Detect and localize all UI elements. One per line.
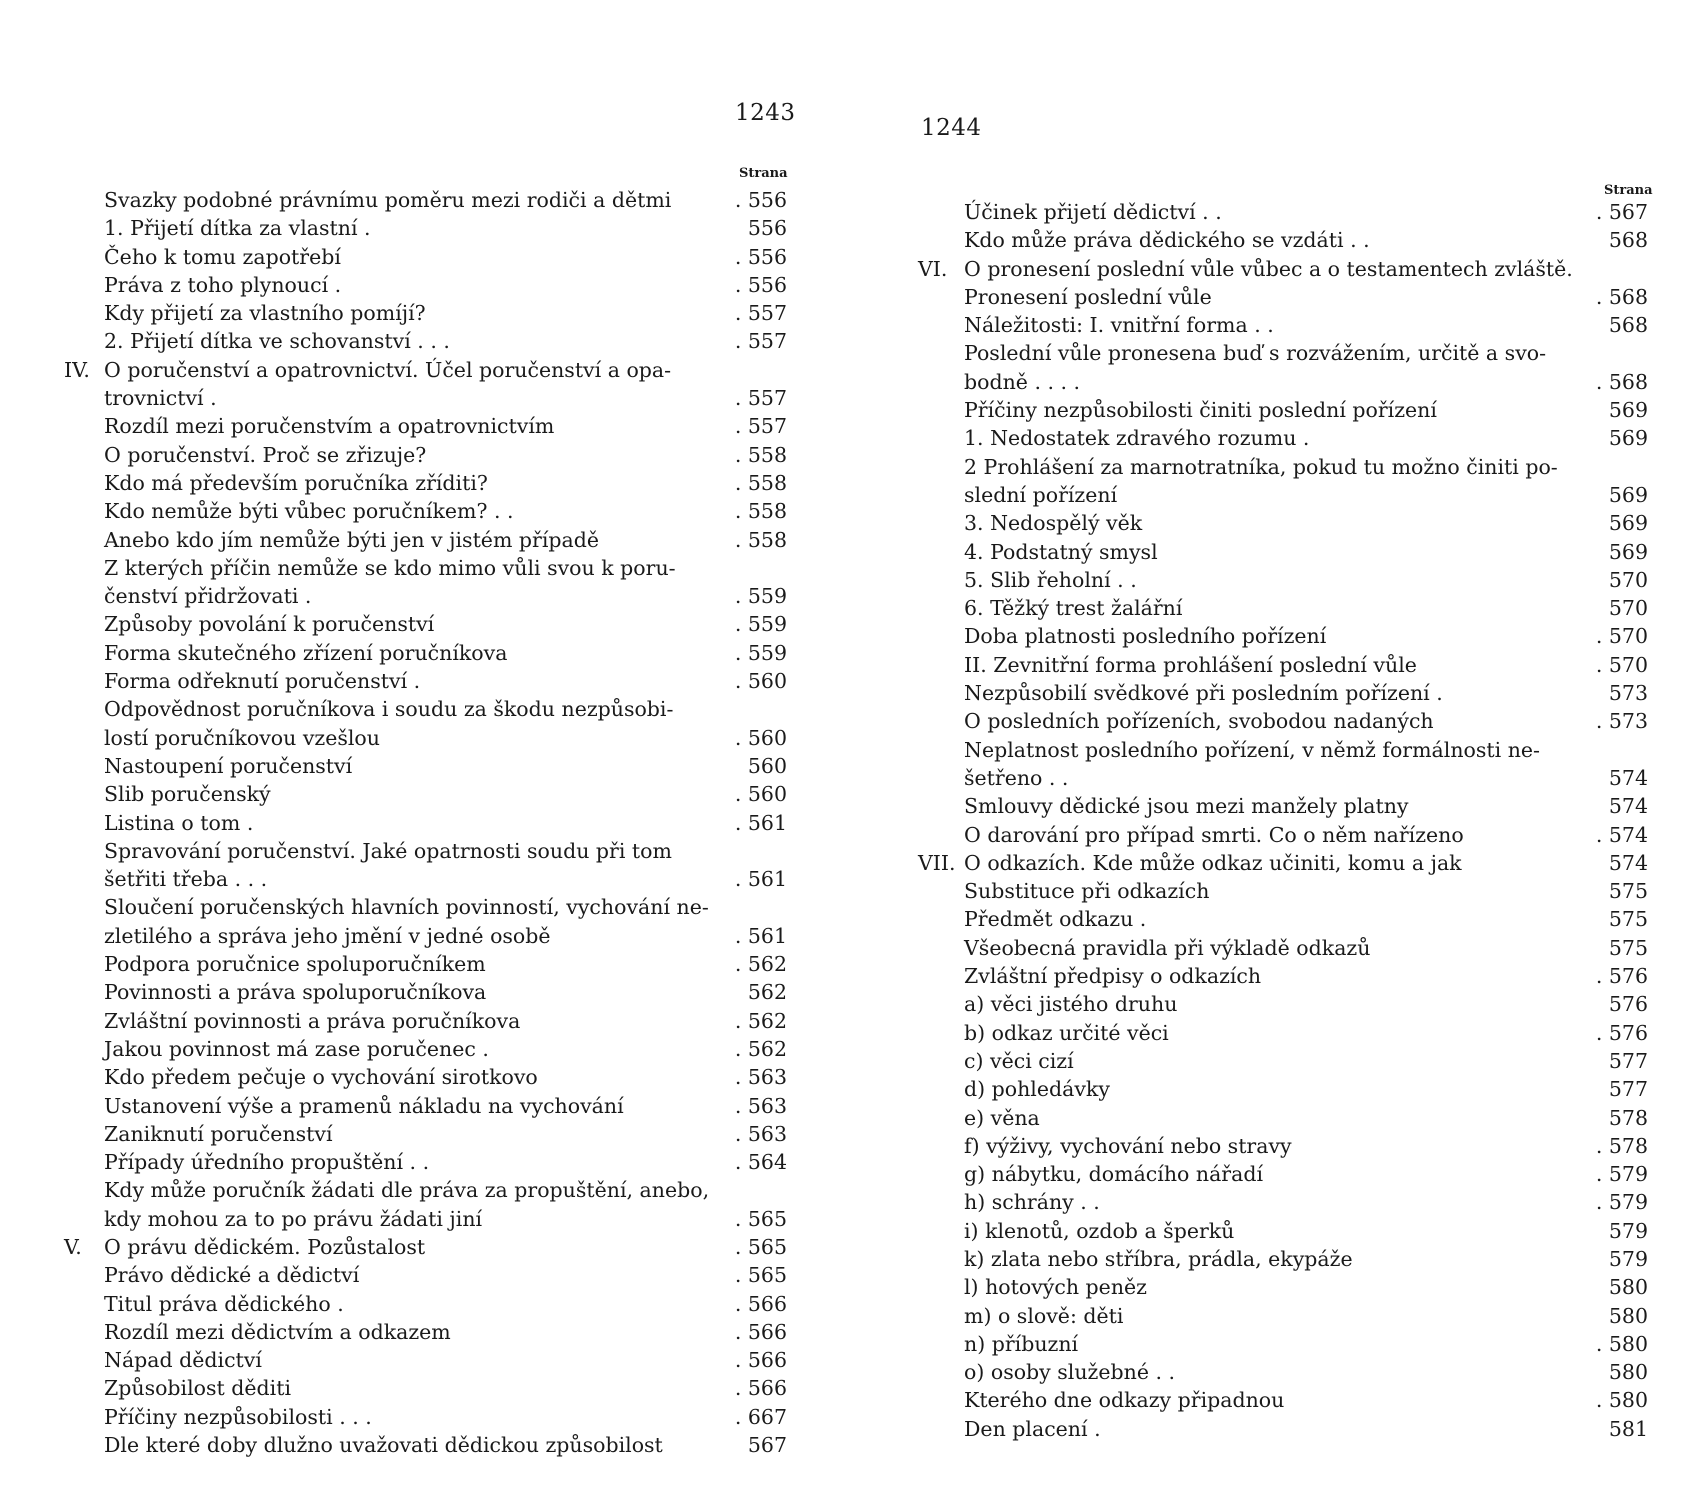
entry-page-number: 556 (747, 216, 787, 241)
entry-title: Práva z toho plynoucí . (104, 272, 342, 297)
toc-entry (64, 356, 787, 384)
entry-title: Kdy přijetí za vlastního pomíjí? (104, 301, 426, 326)
toc-entry (964, 1330, 1648, 1358)
entry-title: 6. Těžký trest žalářní (964, 596, 1183, 621)
entry-page-number: 575 (1608, 935, 1648, 960)
toc-entry (964, 1415, 1648, 1443)
entry-page-number: 570 (1608, 596, 1648, 621)
entry-title: Nastoupení poručenství (104, 753, 353, 778)
entry-page-number: . 561 (734, 923, 787, 948)
left-toc-column (64, 186, 787, 1459)
entry-title: a) věci jistého druhu (964, 992, 1178, 1017)
entry-page-number: . 565 (734, 1234, 787, 1259)
entry-page-number: 574 (1608, 765, 1648, 790)
entry-title: 4. Podstatný smysl (964, 539, 1158, 564)
entry-title: O právu dědickém. Pozůstalost (104, 1234, 426, 1259)
right-toc-column (918, 198, 1648, 1443)
entry-title: Listina o tom . (104, 810, 254, 835)
entry-title: II. Zevnitřní forma prohlášení poslední vůle (964, 652, 1417, 677)
entry-title: k) zlata nebo stříbra, prádla, ekypáže (964, 1246, 1353, 1271)
toc-entry (104, 639, 787, 667)
page-number: 1244 (921, 115, 982, 141)
entry-title: Dle které doby dlužno uvažovati dědickou způsobilost (104, 1433, 663, 1458)
entry-page-number: . 566 (734, 1376, 787, 1401)
toc-entry (964, 566, 1648, 594)
entry-page-number: 570 (1608, 567, 1648, 592)
entry-page-number: . 563 (734, 1065, 787, 1090)
section-numeral: V. (64, 1234, 82, 1259)
entry-title: Zvláštní předpisy o odkazích (964, 964, 1262, 989)
toc-entry (104, 1290, 787, 1318)
toc-entry (104, 695, 787, 723)
toc-entry (104, 922, 787, 950)
entry-page-number: . 557 (734, 329, 787, 354)
entry-title: Anebo kdo jím nemůže býti jen v jistém případě (104, 527, 599, 552)
toc-entry (104, 809, 787, 837)
toc-entry (964, 679, 1648, 707)
entry-page-number: . 564 (734, 1150, 787, 1175)
entry-title: Rozdíl mezi poručenstvím a opatrovnictvím (104, 414, 555, 439)
entry-page-number: . 568 (1595, 284, 1648, 309)
toc-entry (104, 1148, 787, 1176)
entry-page-number: 574 (1608, 794, 1648, 819)
toc-entry (104, 1205, 787, 1233)
entry-page-number: . 557 (734, 301, 787, 326)
toc-entry (104, 214, 787, 242)
entry-page-number: 578 (1608, 1105, 1648, 1130)
toc-entry (964, 1188, 1648, 1216)
entry-page-number: . 557 (734, 386, 787, 411)
toc-entry (104, 469, 787, 497)
entry-page-number: . 563 (734, 1121, 787, 1146)
toc-entry (104, 299, 787, 327)
toc-entry (104, 1403, 787, 1431)
entry-title: Podpora poručnice spoluporučníkem (104, 952, 486, 977)
toc-entry (104, 1120, 787, 1148)
entry-title: Rozdíl mezi dědictvím a odkazem (104, 1319, 451, 1344)
entry-page-number: . 560 (734, 669, 787, 694)
entry-title: i) klenotů, ozdob a šperků (964, 1218, 1235, 1243)
entry-title: O poručenství a opatrovnictví. Účel poručenství a opa- (104, 357, 672, 382)
entry-page-number: . 567 (1595, 200, 1648, 224)
entry-title: Odpovědnost poručníkova i soudu za škodu nezpůsobi- (104, 697, 674, 722)
toc-entry (104, 978, 787, 1006)
toc-entry (104, 667, 787, 695)
entry-title: Nezpůsobilí svědkové při posledním pořízení . (964, 681, 1443, 706)
toc-entry (964, 821, 1648, 849)
toc-entry (104, 1261, 787, 1289)
entry-title: Způsoby povolání k poručenství (104, 612, 435, 637)
entry-page-number: 577 (1608, 1077, 1648, 1102)
toc-entry (964, 1047, 1648, 1075)
entry-title: O posledních pořízeních, svobodou nadaných (964, 709, 1434, 734)
toc-entry (104, 780, 787, 808)
entry-title: Z kterých příčin nemůže se kdo mimo vůli svou k poru- (104, 555, 676, 580)
toc-entry (964, 877, 1648, 905)
toc-entry (964, 792, 1648, 820)
entry-page-number: 577 (1608, 1048, 1648, 1073)
entry-page-number: . 574 (1595, 822, 1648, 847)
toc-entry (964, 1075, 1648, 1103)
toc-entry (64, 1233, 787, 1261)
entry-title: O odkazích. Kde může odkaz učiniti, komu a jak (964, 850, 1462, 875)
toc-entry (104, 752, 787, 780)
entry-page-number: 575 (1608, 907, 1648, 932)
toc-entry (964, 651, 1648, 679)
entry-page-number: . 578 (1595, 1133, 1648, 1158)
toc-entry (964, 905, 1648, 933)
toc-entry (104, 582, 787, 610)
entry-page-number: . 576 (1595, 964, 1648, 989)
toc-entry (964, 198, 1648, 226)
entry-title: l) hotových peněz (964, 1275, 1147, 1300)
entry-page-number: . 570 (1595, 624, 1648, 649)
entry-page-number: . 557 (734, 414, 787, 439)
entry-title: Forma skutečného zřízení poručníkova (104, 640, 508, 665)
entry-page-number: . 568 (1595, 369, 1648, 394)
entry-title: b) odkaz určité věci (964, 1020, 1169, 1045)
toc-entry (104, 271, 787, 299)
entry-title: 3. Nedospělý věk (964, 511, 1143, 536)
entry-title: slední pořízení (964, 482, 1118, 507)
toc-entry (964, 1245, 1648, 1273)
toc-entry (964, 339, 1648, 367)
entry-title: bodně . . . . (964, 369, 1081, 394)
strana-label: Strana (1604, 183, 1653, 198)
toc-entry (104, 1374, 787, 1402)
toc-entry (964, 1019, 1648, 1047)
entry-page-number: 569 (1608, 426, 1648, 451)
entry-title: Ustanovení výše a pramenů nákladu na vychování (104, 1093, 624, 1118)
entry-title: kdy mohou za to po právu žádati jiní (104, 1206, 483, 1231)
entry-page-number: . 559 (734, 584, 787, 609)
toc-entry (964, 481, 1648, 509)
toc-entry (918, 255, 1648, 283)
entry-title: Smlouvy dědické jsou mezi manžely platny (964, 794, 1409, 819)
entry-title: zletilého a správa jeho jmění v jedné osobě (104, 923, 551, 948)
entry-title: Zaniknutí poručenství (104, 1121, 333, 1146)
toc-entry (964, 424, 1648, 452)
toc-entry (964, 934, 1648, 962)
toc-entry (964, 990, 1648, 1018)
entry-page-number: 580 (1608, 1303, 1648, 1328)
entry-page-number: . 556 (734, 272, 787, 297)
entry-title: Kdy může poručník žádati dle práva za propuštění, anebo, (104, 1178, 710, 1203)
toc-entry (918, 849, 1648, 877)
entry-title: f) výživy, vychování nebo stravy (964, 1133, 1292, 1158)
entry-title: Slib poručenský (104, 782, 271, 807)
entry-page-number: . 558 (734, 527, 787, 552)
entry-page-number: . 563 (734, 1093, 787, 1118)
entry-title: Den placení . (964, 1416, 1101, 1441)
entry-page-number: 574 (1608, 850, 1648, 875)
toc-entry (964, 1132, 1648, 1160)
entry-title: Kdo může práva dědického se vzdáti . . (964, 228, 1370, 253)
entry-title: Náležitosti: I. vnitřní forma . . (964, 313, 1274, 338)
entry-page-number: . 558 (734, 470, 787, 495)
entry-page-number: . 565 (734, 1263, 787, 1288)
entry-title: Zvláštní povinnosti a práva poručníkova (104, 1008, 521, 1033)
entry-page-number: . 556 (734, 244, 787, 269)
toc-entry (964, 594, 1648, 622)
toc-entry (104, 1035, 787, 1063)
entry-page-number: 576 (1608, 992, 1648, 1017)
entry-title: Kdo předem pečuje o vychování sirotkovo (104, 1065, 538, 1090)
toc-entry (104, 865, 787, 893)
entry-title: c) věci cizí (964, 1048, 1074, 1073)
entry-title: Doba platnosti posledního pořízení (964, 624, 1327, 649)
strana-label: Strana (739, 166, 788, 181)
entry-title: Forma odřeknutí poručenství . (104, 669, 421, 694)
entry-page-number: . 566 (734, 1348, 787, 1373)
entry-title: Svazky podobné právnímu poměru mezi rodiči a dětmi (104, 188, 672, 212)
entry-title: Povinnosti a práva spoluporučníkova (104, 980, 487, 1005)
toc-entry (964, 1217, 1648, 1245)
entry-page-number: . 562 (734, 1008, 787, 1033)
entry-title: 2 Prohlášení za marnotratníka, pokud tu možno činiti po- (964, 454, 1558, 479)
entry-title: e) věna (964, 1105, 1040, 1130)
entry-title: Způsobilost děditi (104, 1376, 292, 1401)
toc-entry (104, 1431, 787, 1459)
entry-page-number: 579 (1608, 1218, 1648, 1243)
toc-entry (104, 1346, 787, 1374)
entry-title: Poslední vůle pronesena buď s rozvážením, určitě a svo- (964, 341, 1547, 366)
toc-entry (104, 412, 787, 440)
entry-title: Příčiny nezpůsobilosti . . . (104, 1404, 372, 1429)
entry-page-number: . 558 (734, 442, 787, 467)
entry-page-number: . 560 (734, 782, 787, 807)
toc-entry (964, 1104, 1648, 1132)
toc-entry (964, 509, 1648, 537)
entry-title: Titul práva dědického . (104, 1291, 344, 1316)
entry-title: 1. Přijetí dítka za vlastní . (104, 216, 371, 241)
entry-page-number: 569 (1608, 539, 1648, 564)
entry-title: Účinek přijetí dědictví . . (964, 200, 1222, 224)
entry-title: Kdo má především poručníka zříditi? (104, 470, 488, 495)
toc-entry (964, 453, 1648, 481)
entry-page-number: . 566 (734, 1291, 787, 1316)
entry-page-number: 569 (1608, 511, 1648, 536)
entry-title: Nápad dědictví (104, 1348, 262, 1373)
toc-entry (964, 283, 1648, 311)
toc-entry (104, 893, 787, 921)
entry-page-number: . 667 (734, 1404, 787, 1429)
toc-entry (104, 724, 787, 752)
toc-entry (104, 526, 787, 554)
entry-page-number: 569 (1608, 398, 1648, 423)
entry-page-number: . 559 (734, 640, 787, 665)
entry-title: n) příbuzní (964, 1331, 1079, 1356)
entry-page-number: . 562 (734, 1036, 787, 1061)
entry-title: 2. Přijetí dítka ve schovanství . . . (104, 329, 450, 354)
entry-page-number: . 579 (1595, 1162, 1648, 1187)
entry-title: m) o slově: děti (964, 1303, 1124, 1328)
entry-page-number: 568 (1608, 228, 1648, 253)
entry-page-number: 581 (1608, 1416, 1648, 1441)
entry-page-number: . 566 (734, 1319, 787, 1344)
toc-entry (104, 950, 787, 978)
section-numeral: VII. (918, 850, 956, 875)
entry-page-number: . 580 (1595, 1331, 1648, 1356)
entry-title: Jakou povinnost má zase poručenec . (104, 1036, 489, 1061)
entry-page-number: 568 (1608, 313, 1648, 338)
entry-page-number: . 561 (734, 867, 787, 892)
entry-page-number: . 580 (1595, 1388, 1648, 1413)
entry-page-number: 579 (1608, 1246, 1648, 1271)
page-number: 1243 (735, 100, 796, 126)
entry-page-number: . 579 (1595, 1190, 1648, 1215)
entry-page-number: 562 (747, 980, 787, 1005)
toc-entry (104, 1318, 787, 1346)
entry-page-number: . 565 (734, 1206, 787, 1231)
toc-entry (964, 1302, 1648, 1330)
entry-title: 5. Slib řeholní . . (964, 567, 1137, 592)
entry-page-number: . 570 (1595, 652, 1648, 677)
toc-entry (104, 1176, 787, 1204)
toc-entry (964, 764, 1648, 792)
entry-title: Sloučení poručenských hlavních povinností, vychování ne- (104, 895, 709, 920)
entry-page-number: 569 (1608, 482, 1648, 507)
entry-page-number: 573 (1608, 681, 1648, 706)
entry-title: Právo dědické a dědictví (104, 1263, 360, 1288)
entry-title: Příčiny nezpůsobilosti činiti poslední pořízení (964, 398, 1437, 423)
entry-page-number: 575 (1608, 879, 1648, 904)
entry-title: čenství přidržovati . (104, 584, 312, 609)
entry-page-number: . 576 (1595, 1020, 1648, 1045)
entry-title: 1. Nedostatek zdravého rozumu . (964, 426, 1310, 451)
toc-entry (964, 736, 1648, 764)
toc-entry (104, 497, 787, 525)
entry-title: šetřiti třeba . . . (104, 867, 268, 892)
toc-entry (104, 384, 787, 412)
entry-title: d) pohledávky (964, 1077, 1110, 1102)
toc-entry (104, 1007, 787, 1035)
entry-page-number: . 556 (734, 188, 787, 212)
toc-entry (964, 1358, 1648, 1386)
toc-entry (104, 610, 787, 638)
entry-title: Pronesení poslední vůle (964, 284, 1212, 309)
toc-entry (104, 554, 787, 582)
entry-page-number: 580 (1608, 1360, 1648, 1385)
entry-title: Předmět odkazu . (964, 907, 1147, 932)
entry-title: h) schrány . . (964, 1190, 1100, 1215)
toc-entry (964, 1160, 1648, 1188)
toc-entry (964, 538, 1648, 566)
entry-page-number: . 573 (1595, 709, 1648, 734)
entry-title: o) osoby služebné . . (964, 1360, 1176, 1385)
entry-title: O pronesení poslední vůle vůbec a o testamentech zvláště. (964, 256, 1573, 281)
toc-entry (104, 441, 787, 469)
toc-entry (964, 707, 1648, 735)
toc-entry (964, 962, 1648, 990)
toc-entry (964, 1386, 1648, 1414)
entry-title: trovnictví . (104, 386, 217, 411)
toc-entry (964, 396, 1648, 424)
entry-title: g) nábytku, domácího nářadí (964, 1162, 1264, 1187)
entry-title: Substituce při odkazích (964, 879, 1210, 904)
entry-page-number: . 559 (734, 612, 787, 637)
entry-title: Všeobecná pravidla při výkladě odkazů (964, 935, 1371, 960)
entry-page-number: . 560 (734, 725, 787, 750)
entry-page-number: . 558 (734, 499, 787, 524)
toc-entry (964, 622, 1648, 650)
toc-entry (104, 1063, 787, 1091)
entry-page-number: 567 (747, 1433, 787, 1458)
toc-entry (964, 311, 1648, 339)
entry-title: Spravování poručenství. Jaké opatrnosti soudu při tom (104, 838, 672, 863)
toc-entry (104, 186, 787, 214)
toc-entry (964, 368, 1648, 396)
entry-page-number: . 562 (734, 952, 787, 977)
entry-page-number: 560 (747, 753, 787, 778)
toc-entry (964, 226, 1648, 254)
toc-entry (104, 327, 787, 355)
entry-title: šetřeno . . (964, 765, 1069, 790)
entry-title: O poručenství. Proč se zřizuje? (104, 442, 427, 467)
entry-title: Případy úředního propuštění . . (104, 1150, 430, 1175)
entry-title: Kterého dne odkazy připadnou (964, 1388, 1285, 1413)
toc-entry (104, 837, 787, 865)
toc-entry (104, 1092, 787, 1120)
entry-page-number: . 561 (734, 810, 787, 835)
toc-entry (964, 1273, 1648, 1301)
toc-entry (104, 243, 787, 271)
entry-page-number: 580 (1608, 1275, 1648, 1300)
entry-title: O darování pro případ smrti. Co o něm nařízeno (964, 822, 1464, 847)
section-numeral: IV. (64, 357, 90, 382)
entry-title: Čeho k tomu zapotřebí (104, 244, 341, 269)
section-numeral: VI. (918, 256, 948, 281)
entry-title: lostí poručníkovou vzešlou (104, 725, 380, 750)
entry-title: Kdo nemůže býti vůbec poručníkem? . . (104, 499, 514, 524)
entry-title: Neplatnost posledního pořízení, v němž formálnosti ne- (964, 737, 1540, 762)
